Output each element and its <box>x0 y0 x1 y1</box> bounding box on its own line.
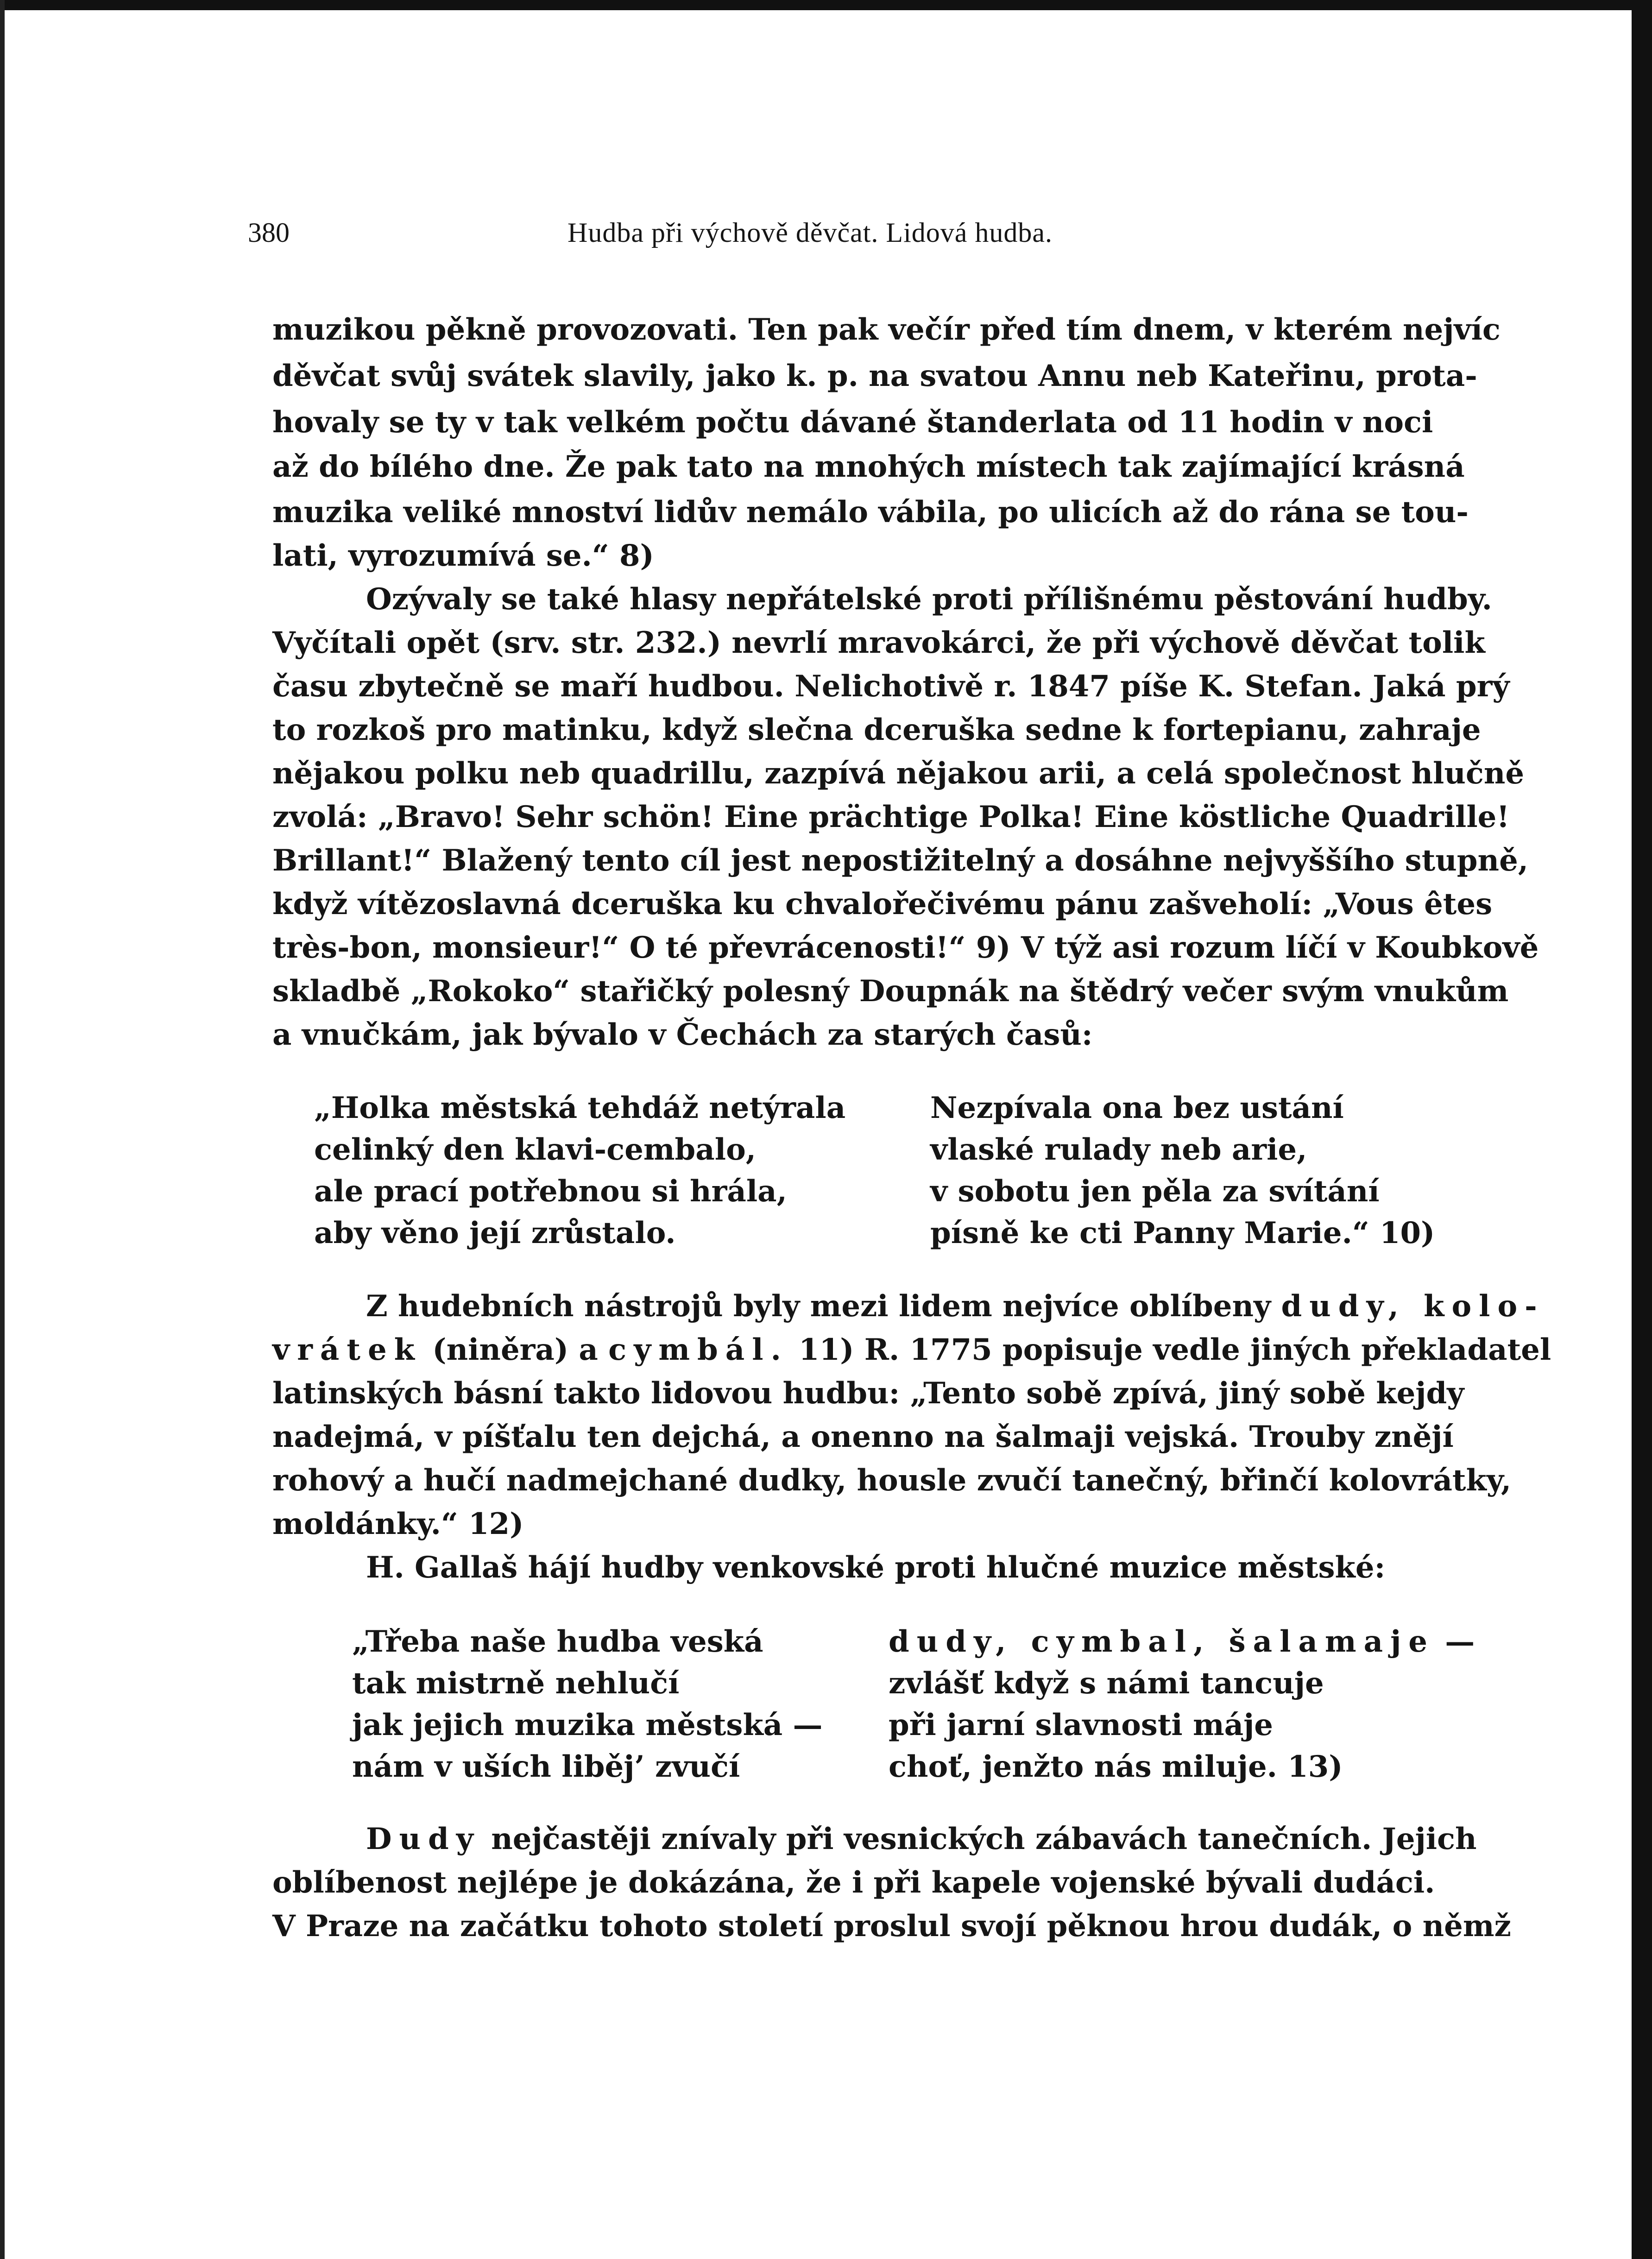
verse-line <box>889 1619 1475 1665</box>
text-line: rohový a hučí nadmejchané dudky, housle zvučí tanečný, břinčí kolovrátky, <box>272 1463 1512 1498</box>
text-line: zvolá: „Bravo! Sehr schön! Eine prächtige Polka! Eine köstliche Quadrille! <box>272 800 1510 834</box>
verse-line: „Holka městská tehdáž netýrala <box>314 1091 846 1125</box>
text-line <box>366 1816 1477 1862</box>
page-number: 380 <box>248 217 290 248</box>
verse-line: tak mistrně nehlučí <box>352 1666 680 1701</box>
text-line: nějakou polku neb quadrillu, zazpívá nějakou arii, a celá společnost hlučně <box>272 756 1525 791</box>
text-line: oblíbenost nejlépe je dokázána, že i při kapele vojenské bývali dudáci. <box>272 1865 1435 1900</box>
text-line: Brillant!“ Blažený tento cíl jest nepostižitelný a dosáhne nejvyššího stupně, <box>272 843 1529 878</box>
text-line: skladbě „Rokoko“ stařičký polesný Doupnák na štědrý večer svým vnukům <box>272 974 1509 1009</box>
running-title: Hudba při výchově děvčat. Lidová hudba. <box>567 217 1053 248</box>
spaced-emphasis: vrátek <box>272 1332 422 1367</box>
text-line: Vyčítali opět (srv. str. 232.) nevrlí mravokárci, že při výchově děvčat tolik <box>272 625 1485 660</box>
verse-line: při jarní slavnosti máje <box>889 1708 1273 1742</box>
scan-border-left <box>0 0 5 2259</box>
verse-line: Nezpívala ona bez ustání <box>930 1091 1344 1125</box>
spaced-emphasis: cymbál. <box>608 1332 788 1367</box>
text-segment: 11) R. 1775 popisuje vedle jiných překladatel <box>799 1332 1551 1367</box>
text-line: a vnučkám, jak bývalo v Čechách za starých časů: <box>272 1017 1093 1052</box>
text-line: très-bon, monsieur!“ O té převrácenosti!“ 9) V týž asi rozum líčí v Koubkově <box>272 930 1539 965</box>
text-line <box>272 1327 1551 1373</box>
text-line: moldánky.“ 12) <box>272 1507 524 1541</box>
verse-line: „Třeba naše hudba veská <box>352 1624 763 1659</box>
verse-line: písně ke cti Panny Marie.“ 10) <box>930 1216 1435 1250</box>
text-segment: — <box>1445 1624 1475 1659</box>
verse-line: jak jejich muzika městská — <box>352 1708 823 1742</box>
text-line: hovaly se ty v tak velkém počtu dávané štanderlata od 11 hodin v noci <box>272 405 1433 440</box>
scan-border-right <box>1632 0 1652 2259</box>
text-line: času zbytečně se maří hudbou. Nelichotivě r. 1847 píše K. Stefan. Jaká prý <box>272 669 1510 704</box>
text-line: nadejmá, v píšťalu ten dejchá, a onenno na šalmaji vejská. Trouby znějí <box>272 1420 1454 1454</box>
verse-line: ale prací potřebnou si hrála, <box>314 1174 787 1209</box>
text-line: děvčat svůj svátek slavily, jako k. p. na svatou Annu neb Kateřinu, prota- <box>272 359 1477 393</box>
spaced-emphasis: Dudy <box>366 1822 481 1856</box>
verse-line: choť, jenžto nás miluje. 13) <box>889 1749 1343 1784</box>
verse-line: nám v uších liběj’ zvučí <box>352 1749 740 1784</box>
scan-border-top <box>0 0 1652 10</box>
verse-line: celinký den klavi-cembalo, <box>314 1132 757 1167</box>
verse-line: zvlášť když s námi tancuje <box>889 1666 1324 1701</box>
text-segment: (niněra) a <box>432 1332 598 1367</box>
text-line: lati, vyrozumívá se.“ 8) <box>272 538 654 573</box>
paragraph-4: H. Gallaš hájí hudby venkovské proti hlučné muzice městské: <box>366 1550 1386 1585</box>
spaced-emphasis: dudy, cymbal, šalamaje <box>889 1624 1435 1659</box>
text-line <box>366 1283 1545 1330</box>
text-line: muzikou pěkně provozovati. Ten pak večír před tím dnem, v kterém nejvíc <box>272 312 1501 347</box>
text-segment: nejčastěji znívaly při vesnických zábavách tanečních. Jejich <box>491 1822 1477 1856</box>
verse-line: v sobotu jen pěla za svítání <box>930 1174 1380 1209</box>
text-line: to rozkoš pro matinku, když slečna dceruška sedne k fortepianu, zahraje <box>272 713 1481 747</box>
text-line: latinských básní takto lidovou hudbu: „Tento sobě zpívá, jiný sobě kejdy <box>272 1376 1464 1411</box>
spaced-emphasis: dudy, kolo- <box>1281 1289 1545 1324</box>
text-line: když vítězoslavná dceruška ku chvalořečivému pánu zašveholí: „Vous êtes <box>272 887 1493 921</box>
verse-line: vlaské rulady neb arie, <box>930 1132 1307 1167</box>
page-header <box>248 217 1387 254</box>
text-line: muzika veliké mnoství lidův nemálo vábila, po ulicích až do rána se tou- <box>272 495 1469 530</box>
text-line: až do bílého dne. Že pak tato na mnohých místech tak zajímající krásná <box>272 449 1465 484</box>
text-line: Ozývaly se také hlasy nepřátelské proti přílišnému pěstování hudby. <box>366 582 1492 617</box>
text-segment: Z hudebních nástrojů byly mezi lidem nejvíce oblíbeny <box>366 1289 1271 1324</box>
verse-line: aby věno její zrůstalo. <box>314 1216 676 1250</box>
text-line: V Praze na začátku tohoto století proslul svojí pěknou hrou dudák, o němž <box>272 1909 1511 1943</box>
